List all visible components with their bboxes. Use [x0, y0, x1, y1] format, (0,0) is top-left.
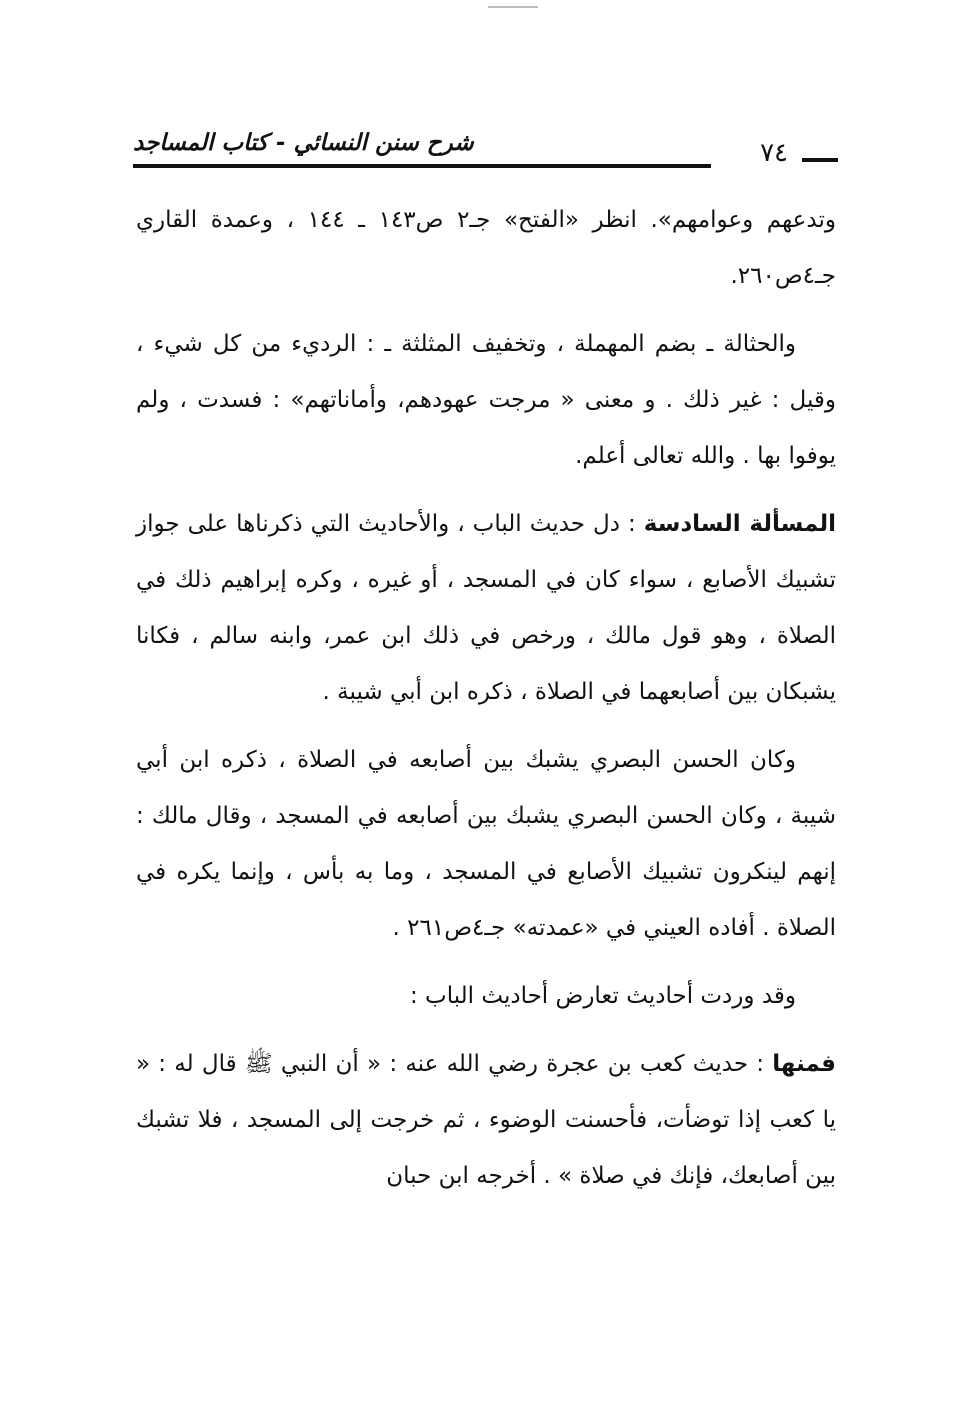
paragraph-3-text: : دل حديث الباب ، والأحاديث التي ذكرناها على جواز تشبيك الأصابع ، سواء كان في المسجد ، أو غيره ، وكره إبراهيم ذلك في الصلاة ، وهو قول مالك ، ورخص في ذلك ابن عمر، وابنه سالم ، فكانا يشبكان بين أصابعهما في الصلاة ، ذكره ابن أبي شيبة . — [136, 511, 836, 705]
paragraph-3 — [136, 496, 836, 720]
paragraph-6-text: : حديث كعب بن عجرة رضي الله عنه : « أن النبي ﷺ قال له : « يا كعب إذا توضأت، فأحسنت الوضوء ، ثم خرجت إلى المسجد ، فلا تشبك بين أصابعك، فإنك في صلاة » . أخرجه ابن حبان — [136, 1051, 836, 1189]
paragraph-4 — [136, 732, 836, 956]
header-rule — [133, 164, 711, 168]
paragraph-5-text: وقد وردت أحاديث تعارض أحاديث الباب : — [409, 983, 796, 1009]
paragraph-4-text: وكان الحسن البصري يشبك بين أصابعه في الصلاة ، ذكره ابن أبي شيبة ، وكان الحسن البصري يشبك بين أصابعه في المسجد ، وقال مالك : إنهم لينكرون تشبيك الأصابع في المسجد ، وما به بأس ، وإنما يكره في الصلاة . أفاده العيني في «عمدته» جـ٤ص٢٦١ . — [136, 747, 836, 941]
body-text — [136, 192, 836, 1216]
paragraph-6-heading: فمنها — [772, 1051, 836, 1077]
paragraph-6 — [136, 1036, 836, 1204]
top-edge-mark — [488, 6, 538, 8]
paragraph-2-text: والحثالة ـ بضم المهملة ، وتخفيف المثلثة ـ : الرديء من كل شيء ، وقيل : غير ذلك . و معنى « مرجت عهودهم، وأماناتهم» : فسدت ، ولم يوفوا بها . والله تعالى أعلم. — [136, 331, 836, 469]
paragraph-1 — [136, 192, 836, 304]
paragraph-1-text: وتدعهم وعوامهم». انظر «الفتح» جـ٢ ص١٤٣ ـ ١٤٤ ، وعمدة القاري جـ٤ص٢٦٠. — [136, 207, 836, 289]
page-number: ٧٤ — [760, 138, 788, 168]
paragraph-5 — [136, 968, 836, 1024]
paragraph-3-heading: المسألة السادسة — [643, 511, 836, 537]
running-title: شرح سنن النسائي - كتاب المساجد — [133, 130, 474, 156]
page-header — [133, 120, 838, 180]
paragraph-2 — [136, 316, 836, 484]
page-number-dash — [802, 158, 838, 162]
